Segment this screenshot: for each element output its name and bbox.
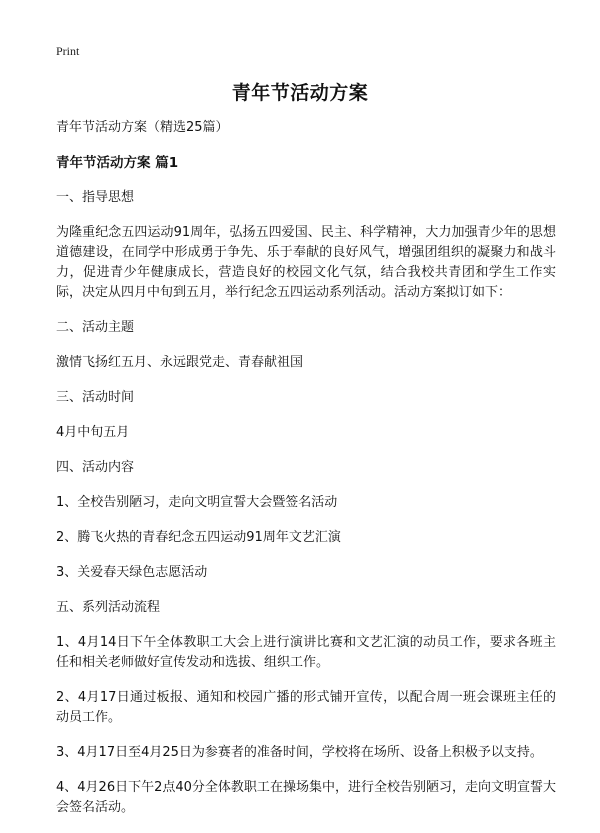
list-item-flow-4: 4、4月26日下午2点40分全体教职工在操场集中，进行全校告别陋习，走向文明宣誓大会签名活动。: [56, 780, 556, 815]
list-item-flow-3: 3、4月17日至4月25日为参赛者的准备时间，学校将在场所、设备上积极予以支持。: [56, 745, 543, 760]
heading-flow: 五、系列活动流程: [56, 600, 161, 615]
page-title: 青年节活动方案: [231, 82, 369, 104]
list-item-content-3: 3、关爱春天绿色志愿活动: [56, 565, 208, 580]
list-item-flow-1: 1、4月14日下午全体教职工大会上进行演讲比赛和文艺汇演的动员工作，要求各班主任和相关老师做好宣传发动和选拔、组织工作。: [56, 635, 556, 670]
paragraph-theme: 激情飞扬红五月、永远跟党走、青春献祖国: [56, 355, 304, 370]
print-link[interactable]: Print: [56, 44, 80, 58]
document-body: [56, 118, 556, 833]
list-item-content-1: 1、全校告别陋习，走向文明宣誓大会暨签名活动: [56, 495, 338, 510]
heading-theme: 二、活动主题: [56, 320, 135, 335]
subtitle: 青年节活动方案（精选25篇）: [56, 120, 229, 135]
heading-time: 三、活动时间: [56, 390, 135, 405]
heading-content: 四、活动内容: [56, 460, 135, 475]
list-item-flow-2: 2、4月17日通过板报、通知和校园广播的形式铺开宣传，以配合周一班会课班主任的动员工作。: [56, 690, 556, 725]
paragraph-time: 4月中旬五月: [56, 425, 130, 440]
section-title: 青年节活动方案 篇1: [56, 155, 179, 171]
list-item-content-2: 2、腾飞火热的青春纪念五四运动91周年文艺汇演: [56, 530, 341, 545]
heading-guide: 一、指导思想: [56, 190, 135, 205]
paragraph-guide: 为隆重纪念五四运动91周年，弘扬五四爱国、民主、科学精神，大力加强青少年的思想道德建设，在同学中形成勇于争先、乐于奉献的良好风气，增强团组织的凝聚力和战斗力，促进青少年健康成长，营造良好的校园文化气氛，结合我校共青团和学生工作实际，决定从四月中旬到五月，举行纪念五四运动系列活动。活动方案拟订如下：: [56, 225, 556, 300]
